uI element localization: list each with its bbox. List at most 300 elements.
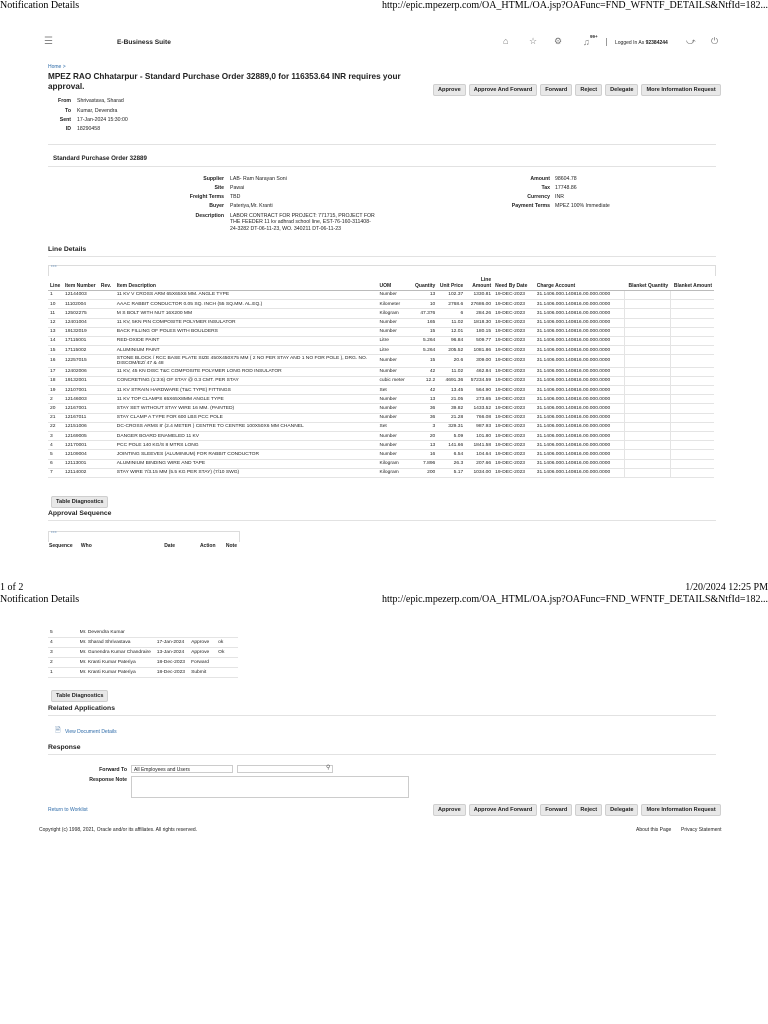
approval-header-table	[48, 542, 238, 550]
table-cell	[189, 628, 216, 638]
table-cell: 180.15	[465, 327, 493, 336]
table-cell: Number	[377, 355, 409, 367]
table-cell: 1818.30	[465, 318, 493, 327]
table-cell: 7	[48, 468, 63, 477]
table-cell: Mr. Kranti Kumar Pateriya	[78, 658, 155, 668]
table-row	[48, 638, 238, 648]
table-cell: 31.1406.000.140816.00.000.0000	[535, 291, 625, 300]
table-cell: 10	[409, 300, 437, 309]
table-cell: 11	[48, 309, 63, 318]
column-header[interactable]: Charge Account	[535, 276, 625, 291]
table-cell: 42	[409, 386, 437, 395]
table-cell: Set	[377, 422, 409, 431]
amount-value: 98604.78	[555, 176, 577, 182]
table-cell: 19-DEC-2023	[493, 367, 535, 376]
copyright: Copyright (c) 1998, 2021, Oracle and/or its affiliates. All rights reserved.	[39, 827, 198, 833]
table-cell: Mr. Kranti Kumar Pateriya	[78, 668, 155, 678]
table-cell: DANGER BOARD ENAMELED 11 KV	[115, 432, 378, 441]
favorites-icon[interactable]: ☆	[529, 36, 538, 46]
table-cell: 5.264	[409, 346, 437, 355]
table-cell	[625, 291, 671, 300]
table-cell: 4691.36	[437, 376, 465, 385]
table-cell	[99, 422, 115, 431]
table-cell	[625, 450, 671, 459]
table-cell: 16	[409, 450, 437, 459]
help-icon[interactable]: ⤻	[686, 36, 696, 46]
table-cell: 19	[48, 386, 63, 395]
table-cell	[99, 432, 115, 441]
table-cell	[670, 395, 714, 404]
table-cell: 11 KV, 45 KN DISC T&C COMPOSITE POLYMER LONG ROD INSULATOR	[115, 367, 378, 376]
table-cell: 284.26	[465, 309, 493, 318]
table-cell: 1	[48, 291, 63, 300]
table-cell: 12109004	[63, 450, 99, 459]
table-cell: STONE BLOCK / RCC BASE PLATE SIZE 450X450X75 MM ( 2 NO PER STAY AND 1 NO FOR POLE ), DRG. NO. DISCOM/EZ/ 47 & 48	[115, 355, 378, 367]
return-to-worklist-link[interactable]: Return to Worklist	[48, 807, 88, 813]
table-cell: 13	[48, 327, 63, 336]
table-cell: 19-DEC-2023	[493, 395, 535, 404]
to-label: To	[65, 108, 71, 114]
table-cell: 17115002	[63, 346, 99, 355]
table-cell: 2	[48, 395, 63, 404]
column-header[interactable]: Item Description	[115, 276, 378, 291]
table-cell: RED-OXIDE PAINT	[115, 336, 378, 345]
table-cell: 6	[437, 309, 465, 318]
table-cell: 165	[409, 318, 437, 327]
table-cell: Number	[377, 291, 409, 300]
table-cell: 12146003	[63, 395, 99, 404]
privacy-statement-link[interactable]: Privacy Statement	[681, 827, 722, 833]
table-cell: 27686.00	[465, 300, 493, 309]
table-cell: 4	[48, 441, 63, 450]
table-cell: Approve	[189, 638, 216, 648]
table-cell: 11102004	[63, 300, 99, 309]
column-header[interactable]: Need By Date	[493, 276, 535, 291]
table-cell: 15	[409, 327, 437, 336]
settings-icon[interactable]: ⚙	[554, 36, 563, 46]
table-cell: Number	[377, 450, 409, 459]
table-cell	[670, 386, 714, 395]
site-value: Pawai	[230, 185, 245, 191]
table-cell: 31.1406.000.140816.00.000.0000	[535, 355, 625, 367]
table-cell: 18-Dec-2023	[155, 658, 189, 668]
print-title: Notification Details	[0, 594, 80, 605]
forward-to-label: Forward To	[99, 767, 127, 773]
table-cell: STAY SET WITHOUT STAY WIRE 16 MM. (PAINTED)	[115, 404, 378, 413]
column-header[interactable]: UOM	[377, 276, 409, 291]
table-cell	[625, 432, 671, 441]
table-cell	[670, 291, 714, 300]
view-document-details-link[interactable]: View Document Details	[65, 729, 117, 735]
table-cell: 31.1406.000.140816.00.000.0000	[535, 318, 625, 327]
table-cell: DC-CROSS ARMS 8' (2.4 METER ) CENTRE TO CENTRE 100X50X6 MM CHANNEL	[115, 422, 378, 431]
table-cell: 1330.81	[465, 291, 493, 300]
table-cell: 42	[409, 367, 437, 376]
table-cell: 18	[48, 376, 63, 385]
table-cell	[99, 300, 115, 309]
approval-sequence-title: Approval Sequence	[48, 510, 112, 517]
more-info-request-button[interactable]: More Information Request	[641, 84, 720, 96]
divider	[48, 166, 716, 167]
action-bar-top	[430, 84, 721, 96]
sent-label: Sent	[59, 117, 71, 123]
logout-icon[interactable]: ⏻	[711, 36, 719, 46]
table-cell: 11 KV STRAIN HARDWARE (T&C TYPE) FITTINGS	[115, 386, 378, 395]
table-cell: 31.1406.000.140816.00.000.0000	[535, 300, 625, 309]
about-this-page-link[interactable]: About this Page	[636, 827, 672, 833]
response-note-textarea[interactable]	[131, 776, 409, 798]
id-label: ID	[65, 126, 71, 132]
table-row	[48, 468, 714, 477]
table-cell: ALUMINIUM BINDING WIRE AND TAPE	[115, 459, 378, 468]
table-cell: PCC POLE 140 KG/S 8 MTRS LONG	[115, 441, 378, 450]
table-diagnostics-button[interactable]: Table Diagnostics	[51, 496, 108, 508]
table-cell: 47.376	[409, 309, 437, 318]
print-url: http://epic.mpezerp.com/OA_HTML/OA.jsp?OAFunc=FND_WFNTF_DETAILS&NtfId=182...	[382, 594, 768, 605]
table-cell	[670, 459, 714, 468]
table-row	[48, 668, 238, 678]
payment-terms-value: MPEZ 100% Immediate	[555, 203, 610, 209]
table-cell: 19-DEC-2023	[493, 441, 535, 450]
table-cell	[625, 309, 671, 318]
delegate-button[interactable]: Delegate	[605, 84, 638, 96]
table-cell: Mr. Gunendra Kumar Chandraire	[78, 648, 155, 658]
table-cell	[625, 376, 671, 385]
table-cell: Kilogram	[377, 459, 409, 468]
table-cell	[670, 468, 714, 477]
column-header[interactable]: Action	[199, 543, 216, 549]
table-cell: 12.2	[409, 376, 437, 385]
table-cell: 101.80	[465, 432, 493, 441]
table-diagnostics-button[interactable]: Table Diagnostics	[51, 690, 108, 702]
table-cell: 31.1406.000.140816.00.000.0000	[535, 459, 625, 468]
table-cell: 18-Dec-2023	[155, 668, 189, 678]
table-cell: 36	[409, 404, 437, 413]
buyer-value: Pateriya,Mr. Kranti	[230, 203, 273, 209]
table-cell: 31.1406.000.140816.00.000.0000	[535, 376, 625, 385]
table-cell: 5.17	[437, 468, 465, 477]
table-cell: 31.1406.000.140816.00.000.0000	[535, 386, 625, 395]
table-cell: 57234.59	[465, 376, 493, 385]
table-cell	[625, 346, 671, 355]
table-menu-icon[interactable]: ···	[51, 264, 57, 270]
table-cell	[625, 367, 671, 376]
table-cell: Number	[377, 367, 409, 376]
forward-to-type-select[interactable]: All Employees and Users	[131, 765, 233, 773]
table-cell: 96.84	[437, 336, 465, 345]
column-header[interactable]: Blanket Quantity	[625, 276, 671, 291]
more-info-request-button[interactable]: More Information Request	[641, 804, 720, 816]
table-cell: Number	[377, 432, 409, 441]
reject-button[interactable]: Reject	[575, 84, 602, 96]
table-cell: 31.1406.000.140816.00.000.0000	[535, 395, 625, 404]
table-cell	[670, 450, 714, 459]
column-header[interactable]: Blanket Amount	[670, 276, 714, 291]
column-header[interactable]: Note	[225, 543, 237, 549]
table-cell: 19132019	[63, 327, 99, 336]
table-cell: 12170001	[63, 441, 99, 450]
home-icon[interactable]: ⌂	[503, 36, 509, 46]
table-cell: 19132001	[63, 376, 99, 385]
table-cell	[99, 291, 115, 300]
table-cell: 3	[409, 422, 437, 431]
header-divider	[606, 38, 607, 46]
table-cell	[99, 386, 115, 395]
approval-table-menu-icon[interactable]: ···	[51, 530, 57, 536]
sent-value: 17-Jan-2024 15:30:00	[77, 117, 128, 123]
table-cell: 19-DEC-2023	[493, 336, 535, 345]
forward-button[interactable]: Forward	[540, 804, 572, 816]
response-note-label: Response Note	[89, 777, 127, 783]
table-cell: 104.64	[465, 450, 493, 459]
table-cell	[670, 367, 714, 376]
freight-terms-label: Freight Terms	[189, 194, 224, 200]
column-header[interactable]: Item Number	[63, 276, 99, 291]
from-label: From	[58, 98, 71, 104]
divider	[48, 144, 716, 145]
table-cell	[670, 336, 714, 345]
table-cell: 19-DEC-2023	[493, 346, 535, 355]
table-cell: 6	[48, 459, 63, 468]
table-row	[48, 376, 714, 385]
payment-terms-label: Payment Terms	[511, 203, 550, 209]
table-cell: 31.1406.000.140816.00.000.0000	[535, 367, 625, 376]
table-cell: 19-DEC-2023	[493, 386, 535, 395]
table-cell	[99, 376, 115, 385]
table-cell: 31.1406.000.140816.00.000.0000	[535, 327, 625, 336]
table-cell	[625, 441, 671, 450]
table-cell: 21	[48, 413, 63, 422]
forward-to-user-input[interactable]	[237, 765, 333, 773]
table-cell: Ok	[216, 648, 238, 658]
table-cell	[625, 468, 671, 477]
table-cell: 13	[409, 441, 437, 450]
currency-label: Currency	[527, 194, 550, 200]
tax-value: 17748.86	[555, 185, 577, 191]
delegate-button[interactable]: Delegate	[605, 804, 638, 816]
table-cell: 12107001	[63, 386, 99, 395]
table-cell: 7.896	[409, 459, 437, 468]
table-cell: 20	[409, 432, 437, 441]
amount-label: Amount	[530, 176, 550, 182]
table-cell: 21.05	[437, 395, 465, 404]
table-cell: 19-DEC-2023	[493, 318, 535, 327]
table-cell: 17115001	[63, 336, 99, 345]
table-cell: 3	[48, 648, 78, 658]
table-cell: 329.31	[437, 422, 465, 431]
table-cell: 31.1406.000.140816.00.000.0000	[535, 468, 625, 477]
table-cell	[625, 327, 671, 336]
table-row	[48, 346, 714, 355]
table-cell	[670, 300, 714, 309]
table-cell: Set	[377, 386, 409, 395]
column-header[interactable]: Unit Price	[437, 276, 465, 291]
table-cell	[625, 395, 671, 404]
table-cell: 31.1406.000.140816.00.000.0000	[535, 309, 625, 318]
table-cell: 564.90	[465, 386, 493, 395]
table-cell: ALUMINIUM PAINT	[115, 346, 378, 355]
line-details-title: Line Details	[48, 246, 87, 253]
table-cell: 5	[48, 628, 78, 638]
table-cell	[216, 628, 238, 638]
approve-and-forward-button[interactable]: Approve And Forward	[469, 804, 538, 816]
approve-button[interactable]: Approve	[433, 84, 466, 96]
table-cell	[670, 404, 714, 413]
table-cell: Number	[377, 395, 409, 404]
table-cell	[625, 404, 671, 413]
id-value: 18290458	[77, 126, 101, 132]
table-cell	[670, 355, 714, 367]
table-cell: 26.3	[437, 459, 465, 468]
table-cell: 12167001	[63, 404, 99, 413]
table-cell	[670, 376, 714, 385]
table-cell: 509.77	[465, 336, 493, 345]
response-title: Response	[48, 744, 81, 751]
search-icon[interactable]: ⚲	[326, 765, 331, 771]
table-cell: 102.37	[437, 291, 465, 300]
table-cell: 987.93	[465, 422, 493, 431]
from-value: Shrivastava, Sharad	[77, 98, 124, 104]
table-row	[48, 441, 714, 450]
app-title: E-Business Suite	[117, 39, 171, 46]
table-cell: 12144003	[63, 291, 99, 300]
table-cell: 1433.52	[465, 404, 493, 413]
table-cell: Mr. Devendra Kumar	[78, 628, 155, 638]
table-cell: 19-DEC-2023	[493, 422, 535, 431]
column-header[interactable]: Line Amount	[465, 276, 493, 291]
table-cell: 13.45	[437, 386, 465, 395]
table-cell: 19-DEC-2023	[493, 468, 535, 477]
table-cell: cubic meter	[377, 376, 409, 385]
table-row	[48, 355, 714, 367]
table-cell: Mr. Sharad Shrivastava	[78, 638, 155, 648]
approval-toolbar	[48, 531, 240, 542]
table-cell: 3	[48, 432, 63, 441]
table-row	[48, 658, 238, 668]
table-cell: AAAC RABBIT CONDUCTOR 0.05 SQ. INCH (55 SQ.MM. AL.EQ.)	[115, 300, 378, 309]
action-bar-bottom	[430, 804, 721, 816]
table-cell	[99, 367, 115, 376]
table-cell: Litre	[377, 346, 409, 355]
table-cell: 19-DEC-2023	[493, 327, 535, 336]
reject-button[interactable]: Reject	[575, 804, 602, 816]
table-cell: 19-DEC-2023	[493, 291, 535, 300]
table-cell: 19-DEC-2023	[493, 300, 535, 309]
approve-and-forward-button[interactable]: Approve And Forward	[469, 84, 538, 96]
table-cell: 12169005	[63, 432, 99, 441]
table-cell: 19-DEC-2023	[493, 432, 535, 441]
table-cell: Forward	[189, 658, 216, 668]
table-cell: 12401004	[63, 318, 99, 327]
table-cell: 207.66	[465, 459, 493, 468]
column-header[interactable]: Date	[164, 543, 176, 549]
table-cell: 2	[48, 658, 78, 668]
column-header[interactable]: Quantity	[409, 276, 437, 291]
table-cell	[670, 413, 714, 422]
print-datetime: 1/20/2024 12:25 PM	[685, 582, 768, 593]
approve-button[interactable]: Approve	[433, 804, 466, 816]
table-cell	[99, 318, 115, 327]
table-cell: Kilometer	[377, 300, 409, 309]
table-cell: 19-DEC-2023	[493, 459, 535, 468]
column-header[interactable]: Rev.	[99, 276, 115, 291]
table-cell: 4	[48, 638, 78, 648]
notification-badge: 99+	[590, 34, 598, 39]
to-value: Kumar, Devendra	[77, 108, 118, 114]
table-cell: CONCRETING (1:3:6) OF STAY @ 0.3 CMT. PER STAY	[115, 376, 378, 385]
table-cell: 1081.86	[465, 346, 493, 355]
table-cell: 13	[409, 395, 437, 404]
table-cell: Number	[377, 318, 409, 327]
table-cell: 273.65	[465, 395, 493, 404]
menu-icon[interactable]: ☰	[44, 36, 53, 47]
table-cell: 39.82	[437, 404, 465, 413]
column-header[interactable]: Line	[48, 276, 63, 291]
divider	[48, 715, 716, 716]
table-cell: 31.1406.000.140816.00.000.0000	[535, 336, 625, 345]
table-cell: 12502275	[63, 309, 99, 318]
table-cell: 12113001	[63, 459, 99, 468]
table-cell: 5	[48, 450, 63, 459]
table-cell: 309.00	[465, 355, 493, 367]
table-cell: 12167011	[63, 413, 99, 422]
tax-label: Tax	[541, 185, 550, 191]
table-cell: 19-DEC-2023	[493, 355, 535, 367]
table-cell	[670, 327, 714, 336]
table-cell	[99, 355, 115, 367]
table-cell: 19-DEC-2023	[493, 450, 535, 459]
table-cell	[99, 413, 115, 422]
forward-button[interactable]: Forward	[540, 84, 572, 96]
table-row	[48, 336, 714, 345]
table-row	[48, 413, 714, 422]
notifications-icon[interactable]: ♫	[583, 37, 590, 47]
print-page-number: 1 of 2	[0, 582, 24, 593]
table-row	[48, 395, 714, 404]
table-cell	[99, 441, 115, 450]
related-applications-title: Related Applications	[48, 705, 115, 712]
table-cell: 36	[409, 413, 437, 422]
table-cell: 21.28	[437, 413, 465, 422]
table-cell	[670, 318, 714, 327]
table-cell: 31.1406.000.140816.00.000.0000	[535, 413, 625, 422]
approval-header-row	[48, 542, 238, 550]
print-title: Notification Details	[0, 0, 80, 11]
table-cell: 20.6	[437, 355, 465, 367]
table-cell: JOINTING SLEEVES (ALUMINIUM) FOR RABBIT CONDUCTOR	[115, 450, 378, 459]
table-cell: 200	[409, 468, 437, 477]
table-cell: STAY CLAMP A TYPE FOR 600 LBS PCC POLE	[115, 413, 378, 422]
table-row	[48, 367, 714, 376]
table-cell: 11.02	[437, 367, 465, 376]
table-row	[48, 404, 714, 413]
table-cell: Kilogram	[377, 468, 409, 477]
column-header[interactable]: Sequence	[49, 543, 73, 549]
column-header[interactable]: Who	[80, 543, 92, 549]
table-cell: 1	[48, 668, 78, 678]
table-cell: 22	[48, 422, 63, 431]
table-cell: Number	[377, 404, 409, 413]
breadcrumb[interactable]: Home >	[48, 64, 66, 70]
table-cell: 12	[48, 318, 63, 327]
table-cell: 31.1406.000.140816.00.000.0000	[535, 422, 625, 431]
table-cell	[99, 346, 115, 355]
table-cell: 31.1406.000.140816.00.000.0000	[535, 404, 625, 413]
table-cell: Kilogram	[377, 309, 409, 318]
table-cell: 1841.58	[465, 441, 493, 450]
table-cell	[625, 386, 671, 395]
table-cell: 17-Jan-2024	[155, 638, 189, 648]
